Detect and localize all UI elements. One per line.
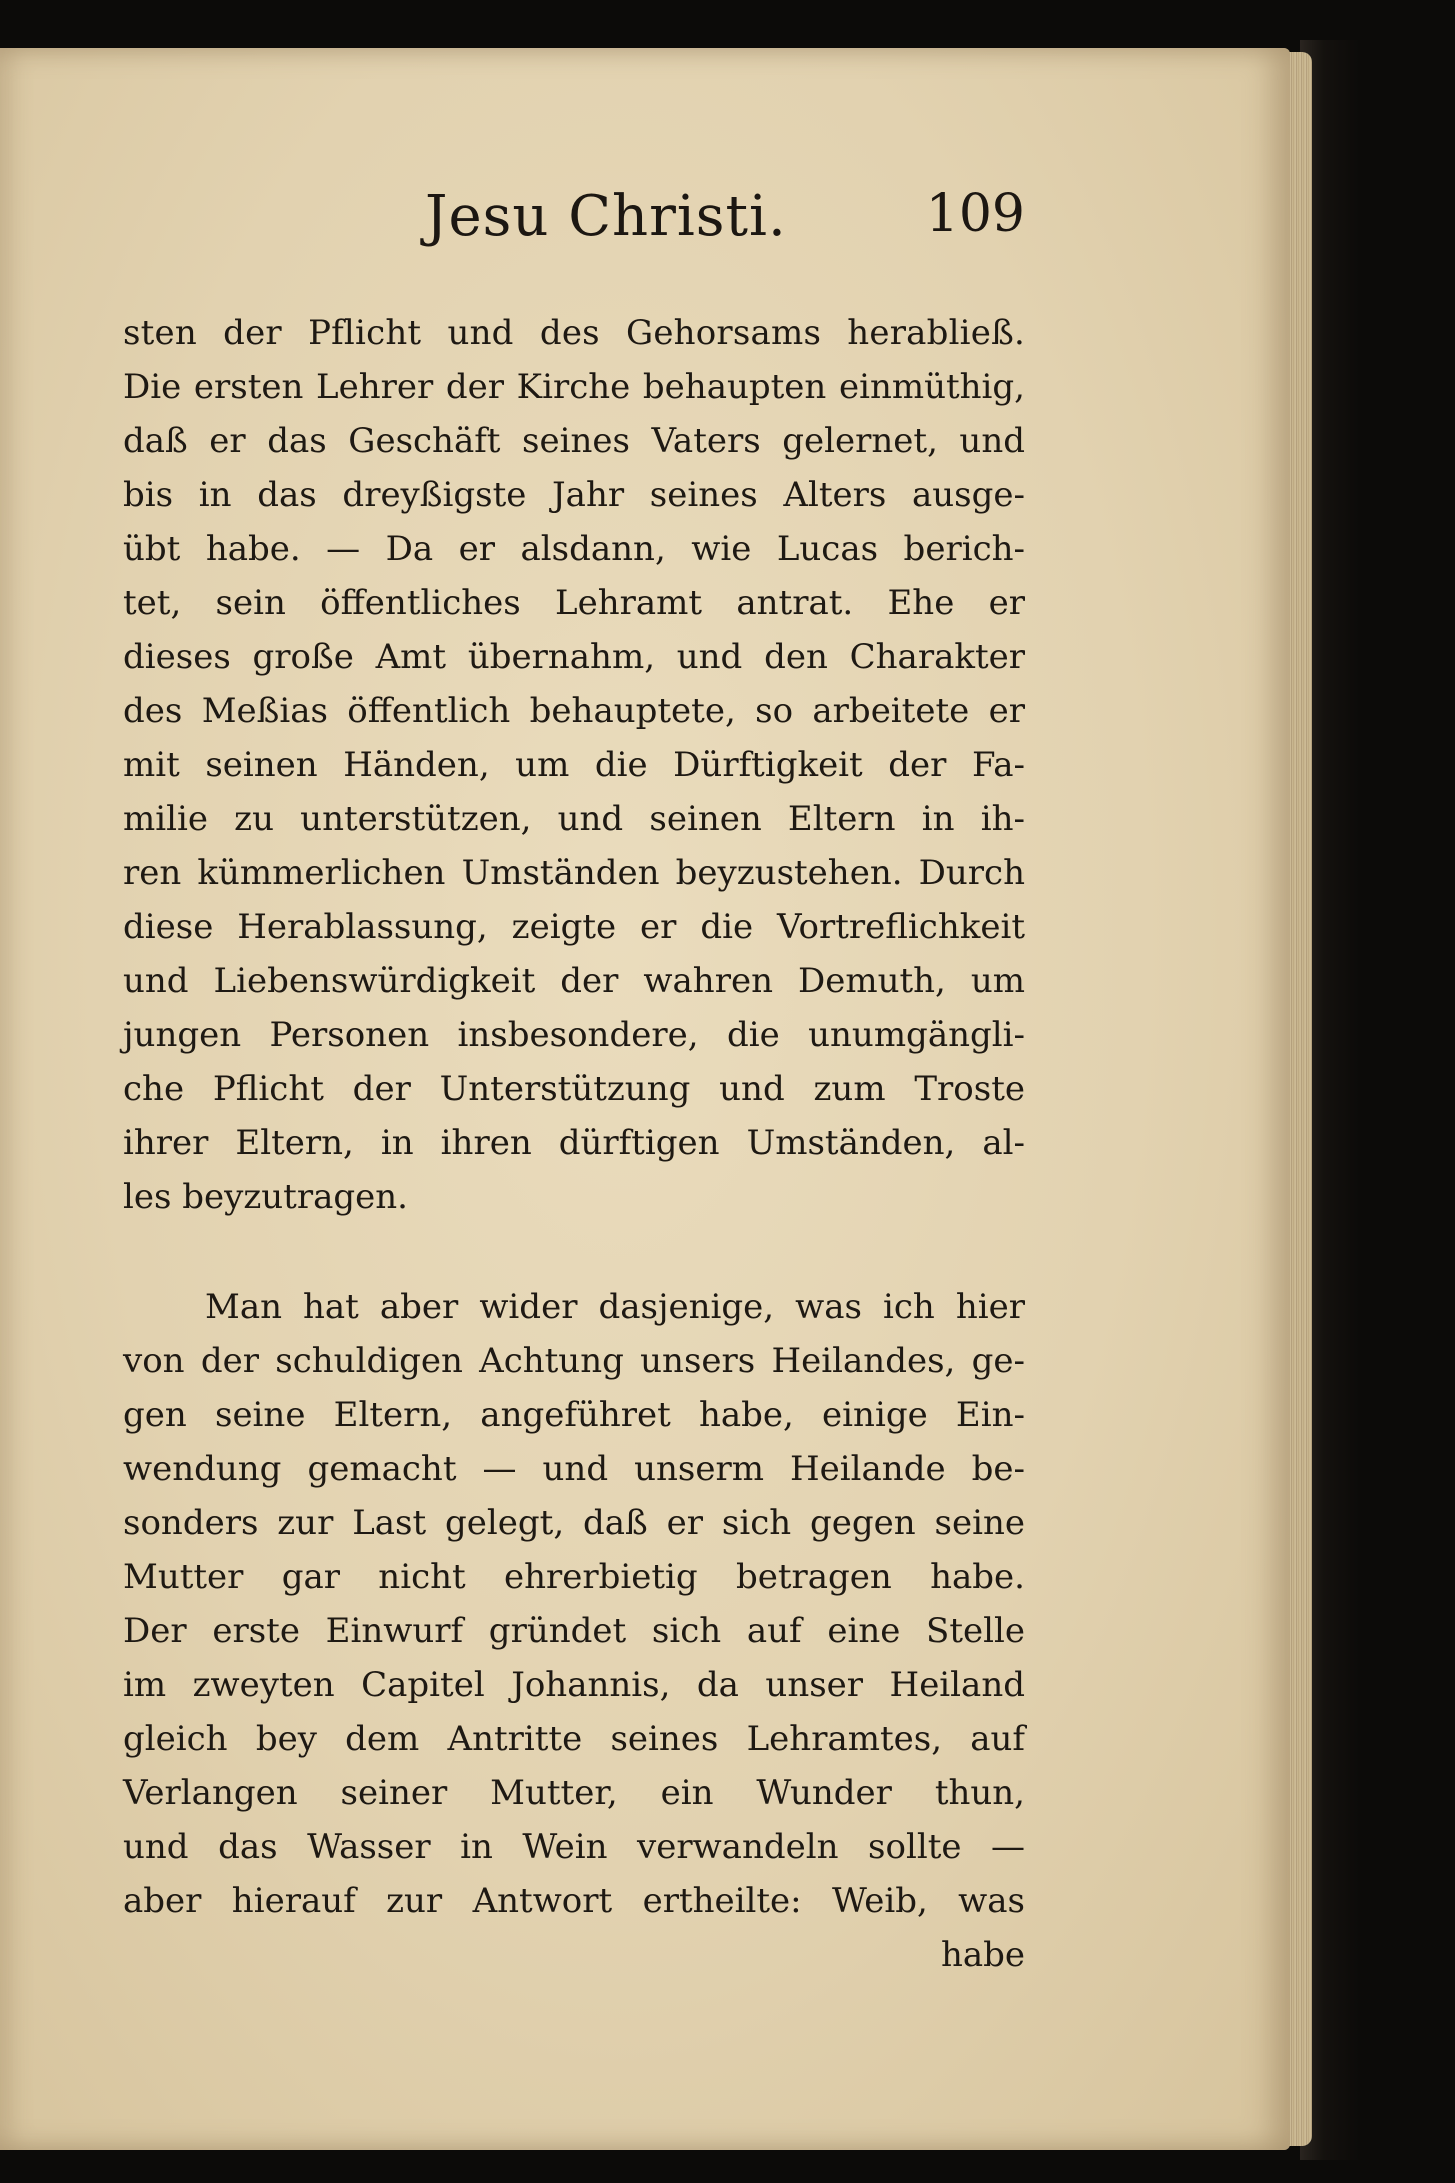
paragraph-1 bbox=[123, 306, 1025, 1224]
text-line: Die ersten Lehrer der Kirche behaupten einmüthig, bbox=[123, 367, 1025, 407]
text-line: übt habe. — Da er alsdann, wie Lucas berich- bbox=[123, 529, 1025, 569]
text-line: daß er das Geschäft seines Vaters gelernet, und bbox=[123, 421, 1025, 461]
text-line: Verlangen seiner Mutter, ein Wunder thun, bbox=[123, 1773, 1025, 1813]
paragraph-2 bbox=[123, 1280, 1025, 1928]
text-line: und Liebenswürdigkeit der wahren Demuth, um bbox=[123, 961, 1025, 1001]
text-line: che Pflicht der Unterstützung und zum Troste bbox=[123, 1069, 1025, 1109]
text-line: mit seinen Händen, um die Dürftigkeit der Fa- bbox=[123, 745, 1025, 785]
paragraph-gap bbox=[123, 1224, 1025, 1280]
text-line: gen seine Eltern, angeführet habe, einige Ein- bbox=[123, 1395, 1025, 1435]
text-line: gleich bey dem Antritte seines Lehramtes, auf bbox=[123, 1719, 1025, 1759]
text-line: milie zu unterstützen, und seinen Eltern in ih- bbox=[123, 799, 1025, 839]
text-line: von der schuldigen Achtung unsers Heilandes, ge- bbox=[123, 1341, 1025, 1381]
text-line: wendung gemacht — und unserm Heilande be- bbox=[123, 1449, 1025, 1489]
page-number: 109 bbox=[925, 184, 1025, 244]
text-line: jungen Personen insbesondere, die unumgängli- bbox=[123, 1015, 1025, 1055]
text-line: sten der Pflicht und des Gehorsams herabließ. bbox=[123, 313, 1025, 353]
text-line: Man hat aber wider dasjenige, was ich hier bbox=[205, 1287, 1025, 1327]
running-title: Jesu Christi. bbox=[425, 184, 787, 249]
book-page bbox=[0, 48, 1290, 2150]
text-line: Der erste Einwurf gründet sich auf eine Stelle bbox=[123, 1611, 1025, 1651]
body-text bbox=[123, 306, 1025, 1982]
running-head bbox=[125, 184, 1025, 264]
text-line: im zweyten Capitel Johannis, da unser Heiland bbox=[123, 1665, 1025, 1705]
text-line: dieses große Amt übernahm, und den Charakter bbox=[123, 637, 1025, 677]
text-line: ren kümmerlichen Umständen beyzustehen. Durch bbox=[123, 853, 1025, 893]
text-line: Mutter gar nicht ehrerbietig betragen habe. bbox=[123, 1557, 1025, 1597]
text-line: diese Herablassung, zeigte er die Vortreflichkeit bbox=[123, 907, 1025, 947]
text-line: les beyzutragen. bbox=[123, 1177, 408, 1217]
text-line: ihrer Eltern, in ihren dürftigen Umständen, al- bbox=[123, 1123, 1025, 1163]
text-line: sonders zur Last gelegt, daß er sich gegen seine bbox=[123, 1503, 1025, 1543]
catchword: habe bbox=[940, 1935, 1025, 1975]
text-line: bis in das dreyßigste Jahr seines Alters ausge- bbox=[123, 475, 1025, 515]
text-line: aber hierauf zur Antwort ertheilte: Weib, was bbox=[123, 1881, 1025, 1921]
text-line: tet, sein öffentliches Lehramt antrat. Ehe er bbox=[123, 583, 1025, 623]
text-line: und das Wasser in Wein verwandeln sollte — bbox=[123, 1827, 1025, 1867]
text-line: des Meßias öffentlich behauptete, so arbeitete er bbox=[123, 691, 1025, 731]
